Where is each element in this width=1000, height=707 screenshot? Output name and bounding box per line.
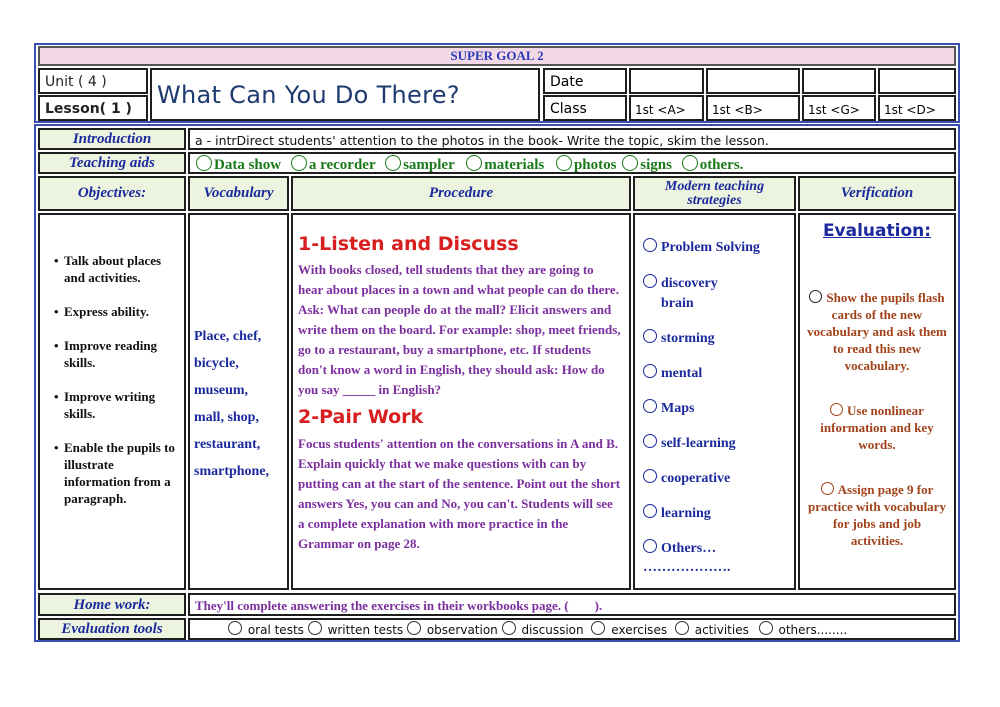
aids-label: Teaching aids bbox=[69, 155, 155, 171]
strategy-learning[interactable]: learning bbox=[643, 504, 794, 524]
bullet-circle-icon bbox=[809, 290, 822, 303]
radio-circle-icon bbox=[643, 539, 657, 553]
date-label: Date bbox=[550, 74, 584, 90]
homework-label-cell bbox=[38, 593, 186, 616]
tool-discussion[interactable]: discussion bbox=[502, 623, 584, 637]
radio-circle-icon bbox=[643, 504, 657, 518]
col-verification: Verification bbox=[798, 176, 956, 211]
strategy-storming[interactable]: storming bbox=[643, 329, 794, 349]
aids-options-cell bbox=[188, 152, 956, 174]
strategy-self-learning[interactable]: self-learning bbox=[643, 434, 794, 454]
radio-circle-icon bbox=[643, 274, 657, 288]
verification-item-3: Assign page 9 for practice with vocabulary for jobs and job activities. bbox=[808, 482, 946, 548]
radio-circle-icon bbox=[675, 621, 689, 635]
homework-text-cell bbox=[188, 593, 956, 616]
step2-title: 2-Pair Work bbox=[298, 406, 424, 428]
date-field-3[interactable] bbox=[802, 68, 876, 94]
aid-signs[interactable]: signs bbox=[622, 157, 672, 173]
radio-circle-icon bbox=[556, 155, 572, 171]
strategy-mental[interactable]: mental bbox=[643, 364, 794, 384]
aid-others[interactable]: others. bbox=[682, 157, 744, 173]
bullet-circle-icon bbox=[821, 482, 834, 495]
radio-circle-icon bbox=[196, 155, 212, 171]
class-field-b[interactable] bbox=[706, 95, 800, 121]
lesson-cell bbox=[38, 95, 148, 121]
eval-tools-options-cell bbox=[188, 618, 956, 640]
radio-circle-icon bbox=[291, 155, 307, 171]
banner bbox=[38, 46, 956, 66]
objective-item: • Express ability. bbox=[64, 303, 180, 320]
objective-item: • Improve writing skills. bbox=[64, 388, 180, 422]
tool-oral-tests[interactable]: oral tests bbox=[228, 623, 304, 637]
col-procedure: Procedure bbox=[291, 176, 631, 211]
tool-exercises[interactable]: exercises bbox=[591, 623, 667, 637]
vocabulary-cell bbox=[188, 213, 289, 590]
strategy-discovery-brain[interactable]: discovery brain bbox=[643, 274, 794, 314]
intro-label-cell bbox=[38, 128, 186, 150]
bullet-circle-icon bbox=[830, 403, 843, 416]
vocab-item: mall, shop, bbox=[194, 410, 259, 425]
radio-circle-icon bbox=[682, 155, 698, 171]
tool-observation[interactable]: observation bbox=[407, 623, 498, 637]
class-b: 1st <B> bbox=[712, 103, 763, 117]
intro-text-cell bbox=[188, 128, 956, 150]
radio-circle-icon bbox=[407, 621, 421, 635]
tool-activities[interactable]: activities bbox=[675, 623, 749, 637]
radio-circle-icon bbox=[591, 621, 605, 635]
radio-circle-icon bbox=[643, 469, 657, 483]
radio-circle-icon bbox=[385, 155, 401, 171]
col-strategies: Modern teaching strategies bbox=[633, 176, 796, 211]
verification-cell bbox=[798, 213, 956, 590]
step1-title: 1-Listen and Discuss bbox=[298, 233, 519, 255]
class-d: 1st <D> bbox=[884, 103, 936, 117]
strategy-maps[interactable]: Maps bbox=[643, 399, 794, 419]
radio-circle-icon bbox=[759, 621, 773, 635]
radio-circle-icon bbox=[228, 621, 242, 635]
step1-text: With books closed, tell students that they are going to hear about places in a town and what people can do there. Ask: What can people do at the mall? Elicit answers and write them on the board. For example: shop, meet friends, go to a restaurant, buy a smartphone, etc. If students don't know a word in English, they should ask: How do you say _____ in English? bbox=[298, 262, 621, 397]
objectives-list bbox=[50, 252, 180, 507]
class-a: 1st <A> bbox=[635, 103, 686, 117]
radio-circle-icon bbox=[622, 155, 638, 171]
aid-materials[interactable]: materials bbox=[466, 157, 544, 173]
radio-circle-icon bbox=[643, 329, 657, 343]
vocab-item: restaurant, bbox=[194, 437, 261, 452]
eval-tools-label: Evaluation tools bbox=[61, 621, 163, 637]
eval-tools-label-cell bbox=[38, 618, 186, 640]
banner-text: SUPER GOAL 2 bbox=[450, 48, 544, 63]
procedure-cell bbox=[291, 213, 631, 590]
tool-others[interactable]: others........ bbox=[759, 623, 848, 637]
vocab-item: bicycle, bbox=[194, 356, 239, 371]
radio-circle-icon bbox=[643, 238, 657, 252]
strategies-cell bbox=[633, 213, 796, 590]
aid-sampler[interactable]: sampler bbox=[385, 157, 454, 173]
radio-circle-icon bbox=[466, 155, 482, 171]
objective-item: • Improve reading skills. bbox=[64, 337, 180, 371]
title-cell bbox=[150, 68, 540, 121]
date-field-1[interactable] bbox=[629, 68, 704, 94]
class-field-g[interactable] bbox=[802, 95, 876, 121]
date-cell bbox=[543, 68, 627, 94]
step2-text: Focus students' attention on the conversations in A and B. Explain quickly that we make questions with can by putting can at the start of the sentence. Point out the short answers Yes, you can and No, you can't. Students will see a complete explanation with more practice in the Grammar on page 28. bbox=[298, 436, 621, 551]
date-field-2[interactable] bbox=[706, 68, 800, 94]
vocab-item: Place, chef, bbox=[194, 329, 262, 344]
tool-written-tests[interactable]: written tests bbox=[308, 623, 403, 637]
strategy-others[interactable]: Others… bbox=[643, 539, 794, 559]
aid-recorder[interactable]: a recorder bbox=[291, 157, 376, 173]
strategy-cooperative[interactable]: cooperative bbox=[643, 469, 794, 489]
strategy-problem-solving[interactable]: Problem Solving bbox=[643, 238, 794, 258]
homework-text: They'll complete answering the exercises in their workbooks page. ( ). bbox=[195, 598, 603, 613]
aid-data-show[interactable]: Data show bbox=[196, 157, 281, 173]
objective-item: • Talk about places and activities. bbox=[64, 252, 180, 286]
class-field-a[interactable] bbox=[629, 95, 704, 121]
unit-label: Unit ( 4 ) bbox=[45, 74, 107, 90]
verification-item-1: Show the pupils flash cards of the new vocabulary and ask them to read this new vocabulary. bbox=[807, 290, 947, 373]
unit-cell bbox=[38, 68, 148, 94]
radio-circle-icon bbox=[643, 399, 657, 413]
aid-photos[interactable]: photos bbox=[556, 157, 617, 173]
objective-item: • Enable the pupils to illustrate information from a paragraph. bbox=[64, 439, 180, 507]
class-field-d[interactable] bbox=[878, 95, 956, 121]
evaluation-heading: Evaluation: bbox=[822, 221, 932, 241]
radio-circle-icon bbox=[502, 621, 516, 635]
strategy-dots: ………………. bbox=[643, 560, 731, 575]
page-title: What Can You Do There? bbox=[157, 80, 460, 109]
verification-item-2: Use nonlinear information and key words. bbox=[820, 403, 934, 452]
aids-label-cell bbox=[38, 152, 186, 174]
radio-circle-icon bbox=[643, 364, 657, 378]
radio-circle-icon bbox=[643, 434, 657, 448]
objectives-cell bbox=[38, 213, 186, 590]
col-vocabulary: Vocabulary bbox=[188, 176, 289, 211]
class-label: Class bbox=[550, 101, 587, 117]
vocab-item: museum, bbox=[194, 383, 249, 398]
vocab-item: smartphone, bbox=[194, 464, 270, 479]
class-cell bbox=[543, 95, 627, 121]
col-objectives: Objectives: bbox=[38, 176, 186, 211]
class-g: 1st <G> bbox=[808, 103, 860, 117]
homework-label: Home work: bbox=[73, 597, 151, 613]
intro-text: a - intrDirect students' attention to the photos in the book- Write the topic, skim the lesson. bbox=[195, 133, 769, 148]
date-field-4[interactable] bbox=[878, 68, 956, 94]
radio-circle-icon bbox=[308, 621, 322, 635]
lesson-label: Lesson( 1 ) bbox=[45, 101, 132, 117]
intro-label: Introduction bbox=[72, 131, 152, 147]
